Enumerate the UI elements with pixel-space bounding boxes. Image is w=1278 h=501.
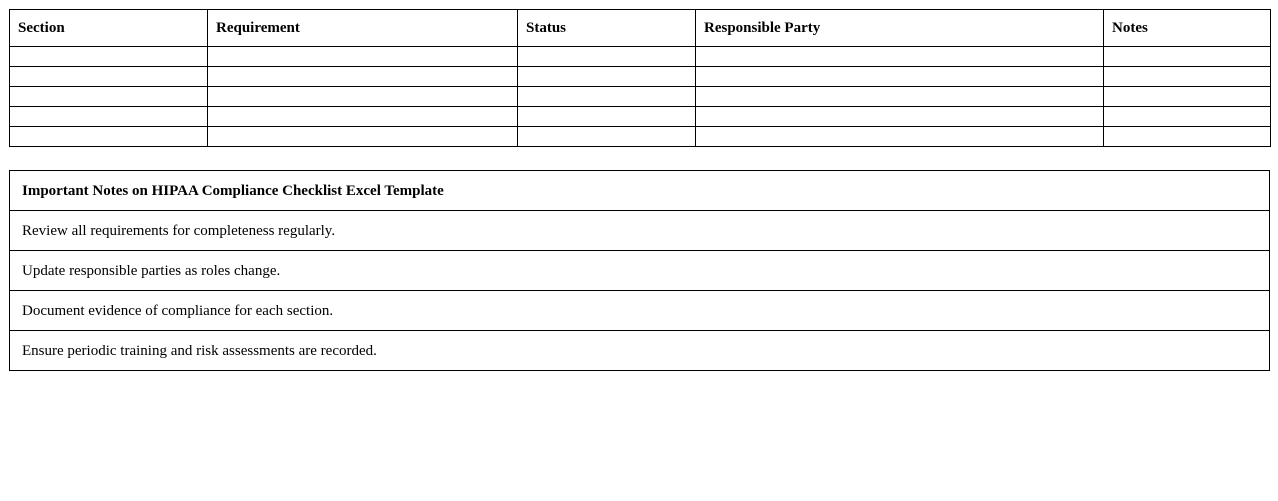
checklist-body <box>10 47 1271 147</box>
checklist-header-row <box>10 10 1271 47</box>
column-header-requirement: Requirement <box>208 10 518 47</box>
notes-title: Important Notes on HIPAA Compliance Checklist Excel Template <box>10 171 1270 211</box>
cell-notes[interactable] <box>1104 107 1271 127</box>
table-row[interactable] <box>10 47 1271 67</box>
cell-notes[interactable] <box>1104 87 1271 107</box>
compliance-checklist-table <box>9 9 1271 147</box>
cell-requirement[interactable] <box>208 67 518 87</box>
cell-status[interactable] <box>518 47 696 67</box>
list-item <box>10 331 1270 371</box>
note-text: Document evidence of compliance for each section. <box>10 291 1270 331</box>
table-row[interactable] <box>10 127 1271 147</box>
table-row[interactable] <box>10 67 1271 87</box>
note-text: Review all requirements for completeness regularly. <box>10 211 1270 251</box>
cell-section[interactable] <box>10 47 208 67</box>
notes-title-row <box>10 171 1270 211</box>
column-header-status: Status <box>518 10 696 47</box>
cell-requirement[interactable] <box>208 87 518 107</box>
cell-responsible-party[interactable] <box>696 107 1104 127</box>
cell-status[interactable] <box>518 87 696 107</box>
cell-section[interactable] <box>10 107 208 127</box>
cell-responsible-party[interactable] <box>696 47 1104 67</box>
cell-requirement[interactable] <box>208 127 518 147</box>
cell-status[interactable] <box>518 67 696 87</box>
note-text: Update responsible parties as roles change. <box>10 251 1270 291</box>
important-notes-table <box>9 170 1270 371</box>
cell-responsible-party[interactable] <box>696 87 1104 107</box>
column-header-section: Section <box>10 10 208 47</box>
cell-section[interactable] <box>10 87 208 107</box>
list-item <box>10 251 1270 291</box>
cell-requirement[interactable] <box>208 47 518 67</box>
cell-section[interactable] <box>10 67 208 87</box>
cell-notes[interactable] <box>1104 47 1271 67</box>
cell-status[interactable] <box>518 127 696 147</box>
cell-status[interactable] <box>518 107 696 127</box>
cell-responsible-party[interactable] <box>696 67 1104 87</box>
table-row[interactable] <box>10 87 1271 107</box>
cell-notes[interactable] <box>1104 127 1271 147</box>
cell-responsible-party[interactable] <box>696 127 1104 147</box>
cell-requirement[interactable] <box>208 107 518 127</box>
table-row[interactable] <box>10 107 1271 127</box>
cell-notes[interactable] <box>1104 67 1271 87</box>
cell-section[interactable] <box>10 127 208 147</box>
list-item <box>10 211 1270 251</box>
list-item <box>10 291 1270 331</box>
column-header-responsible-party: Responsible Party <box>696 10 1104 47</box>
column-header-notes: Notes <box>1104 10 1271 47</box>
note-text: Ensure periodic training and risk assessments are recorded. <box>10 331 1270 371</box>
